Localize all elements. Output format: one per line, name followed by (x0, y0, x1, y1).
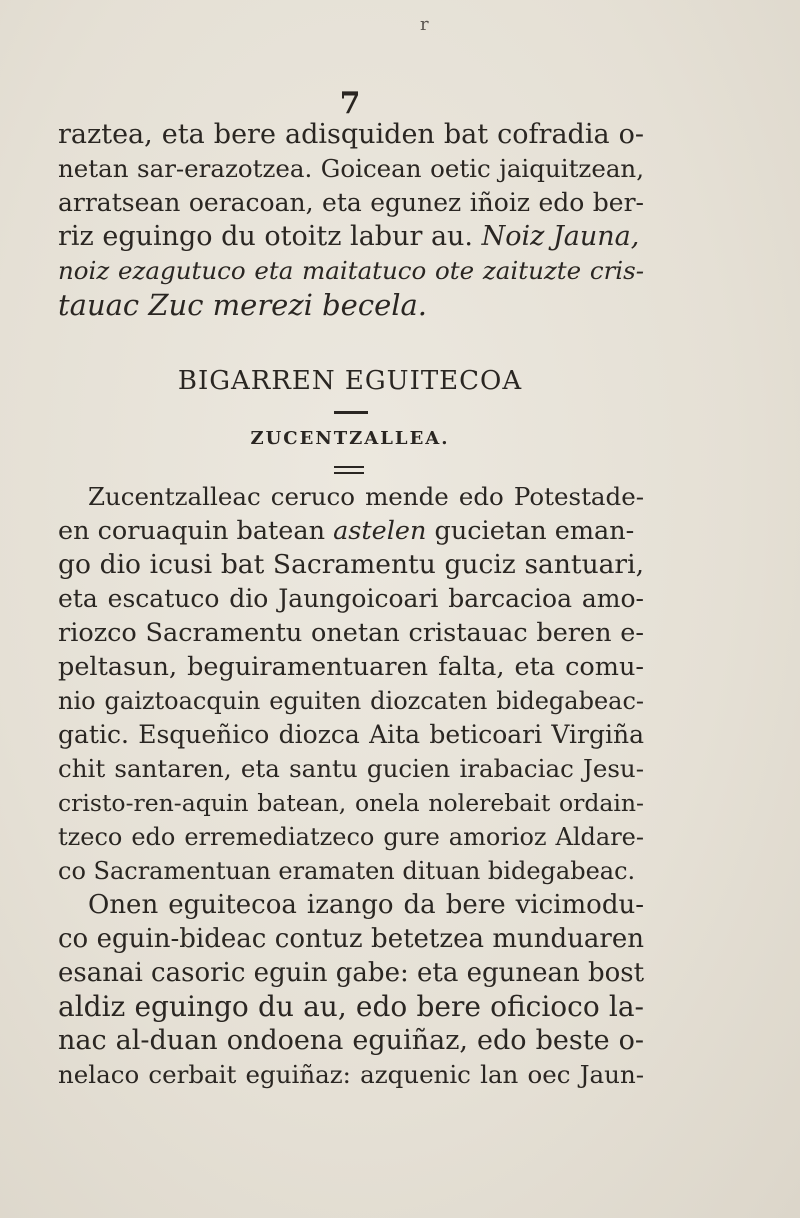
double-rule-bottom (334, 472, 364, 474)
text-line: raztea, eta bere adisquiden bat cofradia o- (58, 119, 644, 150)
section-heading: BIGARREN EGUITECOA (177, 366, 523, 396)
section-subheading: ZUCENTZALLEA. (250, 428, 450, 449)
text-line: aldiz eguingo du au, edo bere oficioco la- (58, 990, 644, 1023)
text-fragment-italic: Noiz Jauna, (481, 221, 640, 252)
text-line: co Sacramentuan eramaten dituan bidegabeac. (58, 857, 636, 885)
text-line: netan sar-erazotzea. Goicean oetic jaiquitzean, (58, 154, 644, 183)
top-margin-mark: r (420, 14, 429, 35)
text-line: cristo-ren-aquin batean, onela nolerebait ordain- (58, 789, 644, 817)
text-line: arratsean oeracoan, eta egunez iñoiz edo ber- (58, 188, 644, 217)
text-fragment: en coruaquin batean (58, 516, 325, 546)
text-line: nac al-duan ondoena eguiñaz, edo beste o- (58, 1025, 644, 1056)
text-line: eta escatuco dio Jaungoicoari barcacioa amo- (58, 584, 644, 613)
text-line (58, 220, 644, 254)
text-fragment: riz eguingo du otoitz labur au. (58, 221, 474, 252)
text-line: Zucentzalleac ceruco mende edo Potestade- (88, 482, 644, 511)
text-line: chit santaren, eta santu gucien irabaciac Jesu- (58, 754, 644, 783)
double-rule-top (334, 466, 364, 468)
text-line: go dio icusi bat Sacramentu guciz santuari, (58, 549, 644, 580)
text-fragment-italic: astelen (333, 516, 427, 546)
text-line: riozco Sacramentu onetan cristauac beren e- (58, 618, 644, 648)
text-line: peltasun, beguiramentuaren falta, eta comu- (58, 652, 644, 682)
page-number: 7 (339, 86, 361, 121)
text-fragment: gucietan eman- (434, 516, 635, 546)
text-line: Onen eguitecoa izango da bere vicimodu- (88, 890, 644, 920)
text-line: esanai casoric eguin gabe: eta egunean bost (58, 958, 645, 988)
text-line: nelaco cerbait eguiñaz: azquenic lan oec Jaun- (58, 1060, 644, 1089)
text-line: co eguin-bideac contuz betetzea munduaren (58, 924, 644, 954)
heading-rule (334, 411, 368, 414)
text-line-italic: tauac Zuc merezi becela. (58, 288, 428, 322)
text-line: nio gaiztoacquin eguiten diozcaten bidegabeac- (58, 687, 644, 715)
text-line: tzeco edo erremediatzeco gure amorioz Aldare- (58, 823, 644, 851)
text-line (58, 514, 644, 548)
text-line: gatic. Esqueñico diozca Aita beticoari Virgiña (58, 720, 644, 749)
text-line-italic: noiz ezagutuco eta maitatuco ote zaituzte cris- (58, 256, 644, 285)
